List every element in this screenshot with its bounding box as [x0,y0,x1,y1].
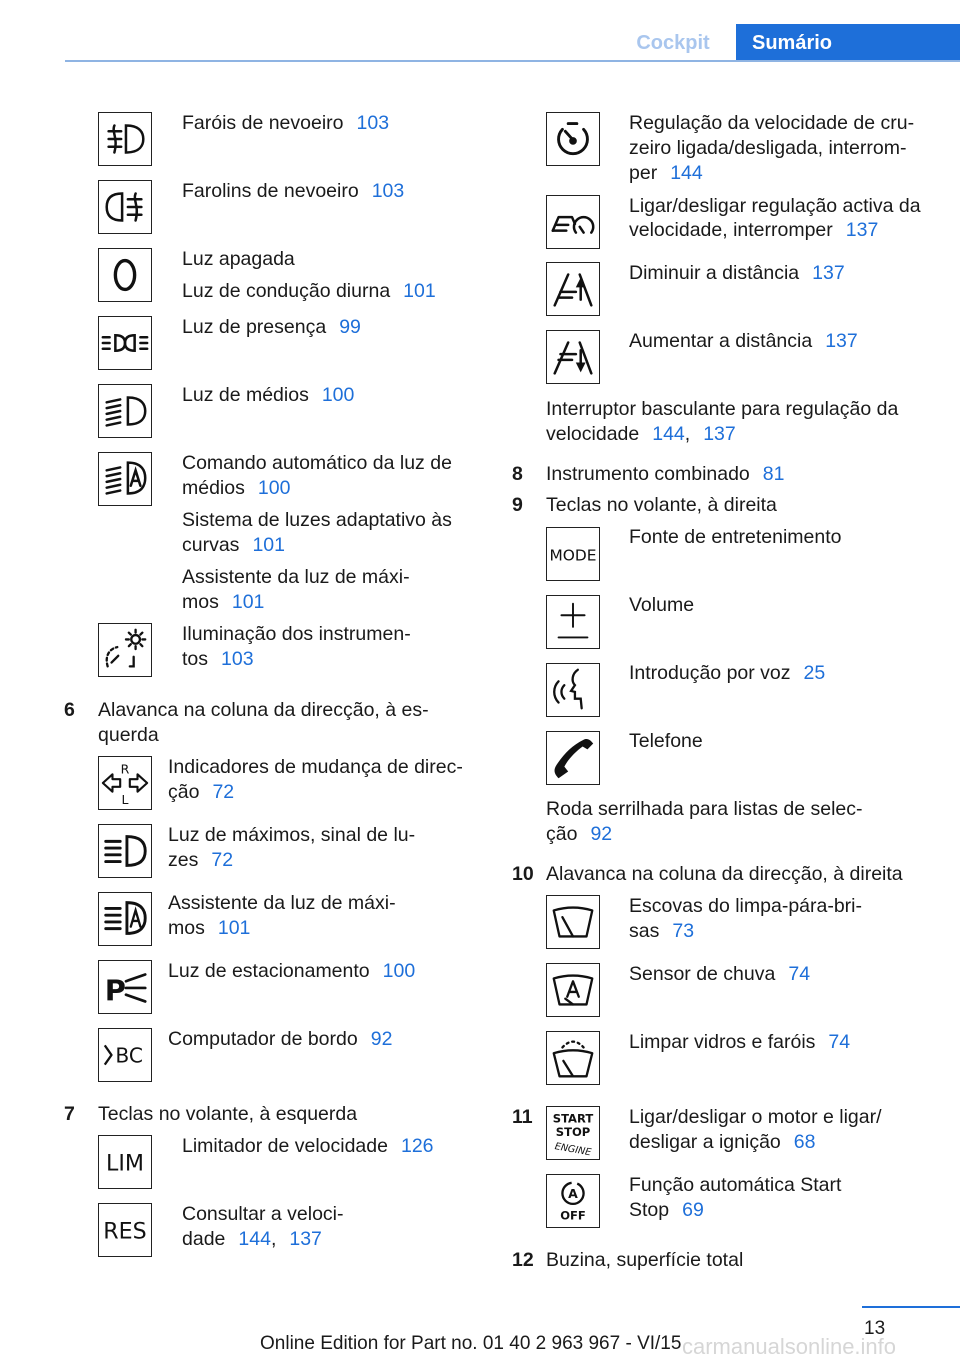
page-link[interactable]: 25 [803,662,826,684]
icon-label: STOP [555,1124,591,1139]
section-title: Alavanca na coluna da direcção, à direita [546,863,903,885]
page-link[interactable]: 137 [825,330,858,352]
icon-label: A [568,1186,578,1202]
text-line: Volume [629,594,695,616]
text-line: Ligar/desligar regulação activa da [629,195,921,217]
page-number: 13 [864,1318,886,1339]
text-line: Introdução por voz 25 [629,662,826,684]
text-line: Luz de médios 100 [182,384,355,406]
page-link[interactable]: 92 [590,823,613,845]
parking-light-lever-icon [98,960,152,1014]
page-link[interactable]: 72 [212,781,235,803]
instrument-lighting-icon [98,623,152,677]
text-line: ção 92 [546,823,613,845]
front-fog-light-icon [98,112,152,166]
washer-icon [546,1031,600,1085]
page-link[interactable]: 92 [370,1028,393,1050]
section-title: querda [98,724,159,746]
text-line: Stop 69 [629,1199,704,1221]
page-link[interactable]: 137 [703,423,736,445]
tab-cockpit[interactable]: Cockpit [636,31,710,54]
text-line: mos 101 [182,591,265,613]
text-line: Escovas do limpa-pára-bri- [629,895,863,917]
section-number: 6 [64,699,75,721]
section-number: 12 [512,1249,534,1271]
section-number: 9 [512,494,523,516]
icon-letter: BC [115,1043,144,1068]
page-link[interactable]: 101 [217,917,251,939]
active-cruise-icon [546,195,600,249]
text-line: Sistema de luzes adaptativo às [182,509,452,531]
page-link[interactable]: 103 [221,648,254,670]
text-line: Função automática Start [629,1174,842,1196]
icon-letter: R [120,761,130,777]
voice-input-icon [546,663,600,717]
high-beam-assistant-icon [98,892,152,946]
page-link[interactable]: 74 [788,963,811,985]
page-link[interactable]: 100 [382,960,416,982]
text-line: Regulação da velocidade de cru- [629,112,915,134]
text-line: Fonte de entretenimento [629,526,842,548]
section-number: 10 [512,863,534,885]
text-line: Roda serrilhada para listas de selec- [546,798,863,820]
section-title: Teclas no volante, à esquerda [98,1103,358,1125]
tab-sumario[interactable]: Sumário [736,24,960,62]
text-line: Luz apagada [182,248,295,270]
page-link[interactable]: 69 [682,1199,704,1221]
text-line: Luz de máximos, sinal de lu- [168,824,416,846]
icon-label: START [552,1111,594,1126]
auto-headlight-icon [98,452,152,506]
auto-start-stop-icon [546,1174,600,1228]
page-link[interactable]: 144 [238,1228,271,1250]
text-line: zeiro ligada/desligada, interrom- [629,137,907,159]
text-line: Comando automático da luz de [182,452,452,474]
icon-label: MODE [549,546,597,565]
increase-distance-icon [546,330,600,384]
text-line: Aumentar a distância 137 [629,330,858,352]
text-line: desligar a ignição 68 [629,1131,816,1153]
icon-letter: L [121,792,129,808]
text-line: Assistente da luz de máxi- [182,566,410,588]
icon-label: RES [103,1218,147,1245]
page-link[interactable]: 99 [339,316,361,338]
mode-icon [546,527,600,581]
telephone-icon [546,731,600,785]
text-line: zes 72 [168,849,234,871]
text-line: velocidade, interromper 137 [629,219,879,241]
watermark: carmanualsonline.info [682,1334,897,1359]
page-link[interactable]: 137 [289,1228,322,1250]
page-link[interactable]: 73 [672,920,695,942]
text-line: dade 144, 137 [182,1228,322,1250]
text-line: mos 101 [168,917,251,939]
volume-icon [546,595,600,649]
text-line: Telefone [629,730,703,752]
text-line: sas 73 [629,920,695,942]
text-line: Iluminação dos instrumen- [182,623,411,645]
resume-speed-icon [98,1203,152,1257]
text-line: Sensor de chuva 74 [629,963,811,985]
page-link[interactable]: 101 [403,280,436,302]
page-link[interactable]: 137 [845,219,879,241]
cruise-control-icon [546,112,600,166]
page-link[interactable]: 81 [762,463,785,485]
section-number: 8 [512,463,523,485]
speed-limiter-icon [98,1135,152,1189]
page-link[interactable]: 72 [211,849,234,871]
section-title: Instrumento combinado 81 [546,463,785,485]
text-line: Interruptor basculante para regulação da [546,398,899,420]
page-link[interactable]: 144 [652,423,685,445]
text-line: Limpar vidros e faróis 74 [629,1031,851,1053]
text-line: Faróis de nevoeiro 103 [182,112,390,134]
decrease-distance-icon [546,262,600,316]
board-computer-icon [98,1028,152,1082]
text-line: curvas 101 [182,534,285,556]
section-title: Buzina, superfície total [546,1249,744,1271]
page-link[interactable]: 144 [670,162,703,184]
text-line: Consultar a veloci- [182,1203,344,1225]
icon-label: OFF [560,1208,586,1223]
header-rule [65,60,960,62]
text-line: per 144 [629,162,703,184]
rear-fog-light-icon [98,180,152,234]
start-stop-engine-icon [546,1106,600,1160]
text-line: Diminuir a distância 137 [629,262,845,284]
section-number: 7 [64,1103,75,1125]
icon-letter: P [104,973,126,1008]
text-line: Luz de presença 99 [182,316,361,338]
icon-label: LIM [106,1150,144,1177]
text-line: Luz de condução diurna 101 [182,280,436,302]
edition-footer: Online Edition for Part no. 01 40 2 963 967 - VI/15 [260,1333,682,1354]
text-line: tos 103 [182,648,254,670]
page-link[interactable]: 101 [231,591,265,613]
text-line: velocidade 144, 137 [546,423,736,445]
text-line: ção 72 [168,781,235,803]
page-link[interactable]: 137 [812,262,845,284]
lights-off-icon [98,248,152,302]
page-link[interactable]: 103 [356,112,390,134]
page-link[interactable]: 101 [252,534,285,556]
turn-signal-icon [98,756,152,810]
text-line: Ligar/desligar o motor e ligar/ [629,1106,882,1128]
rain-sensor-icon [546,963,600,1017]
page-link[interactable]: 74 [828,1031,851,1053]
text-line: Indicadores de mudança de direc- [168,756,463,778]
wiper-icon [546,895,600,949]
text-line: Limitador de velocidade 126 [182,1135,434,1157]
section-number: 11 [512,1106,533,1128]
text-line: Luz de estacionamento 100 [168,960,416,982]
page-link[interactable]: 100 [321,384,355,406]
section-title: Teclas no volante, à direita [546,494,777,516]
text-line: médios 100 [182,477,291,499]
low-beam-icon [98,384,152,438]
icon-label: ENGINE [553,1141,593,1159]
text-line: Computador de bordo 92 [168,1028,393,1050]
parking-light-icon [98,316,152,370]
text-line: Farolins de nevoeiro 103 [182,180,405,202]
page-link[interactable]: 100 [257,477,291,499]
text-line: Assistente da luz de máxi- [168,892,396,914]
section-title: Alavanca na coluna da direcção, à es- [98,699,429,721]
high-beam-icon [98,824,152,878]
footer-rule [862,1306,960,1308]
page-link[interactable]: 126 [400,1135,434,1157]
page-link[interactable]: 68 [793,1131,816,1153]
page-link[interactable]: 103 [371,180,405,202]
